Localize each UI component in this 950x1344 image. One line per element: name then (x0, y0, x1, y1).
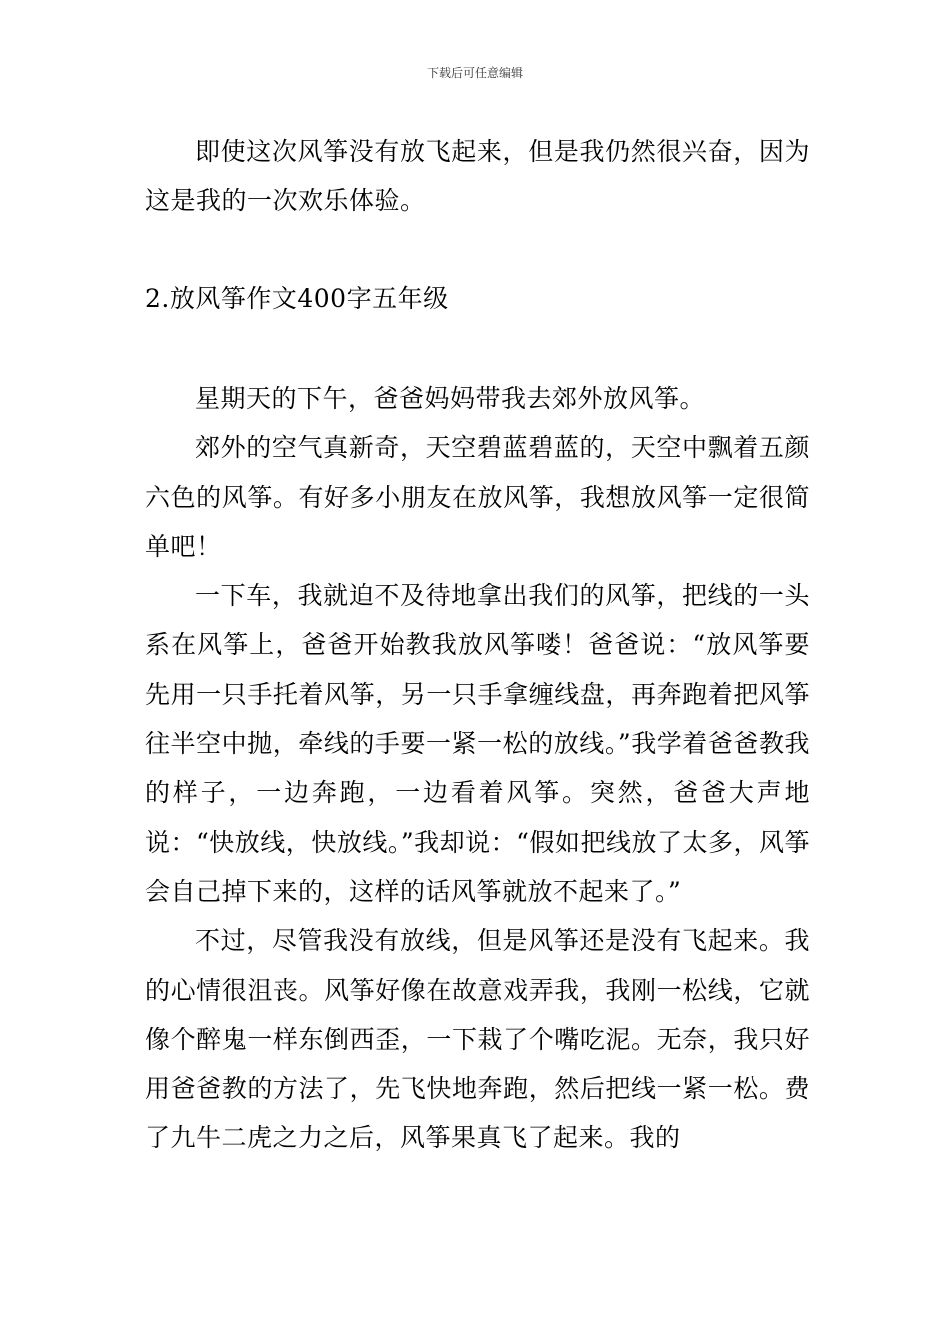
previous-section-ending (145, 127, 810, 226)
section-body (145, 374, 810, 1163)
section-heading-block (145, 274, 810, 323)
paragraph: 即使这次风筝没有放飞起来，但是我仍然很兴奋，因为这是我的一次欢乐体验。 (145, 137, 810, 216)
paragraph: 郊外的空气真新奇，天空碧蓝碧蓝的，天空中飘着五颜六色的风筝。有好多小朋友在放风筝，我想放风筝一定很简单吧！ (145, 433, 810, 561)
paragraph: 不过，尽管我没有放线，但是风筝还是没有飞起来。我的心情很沮丧。风筝好像在故意戏弄我，我刚一松线，它就像个醉鬼一样东倒西歪，一下栽了个嘴吃泥。无奈，我只好用爸爸教的方法了，先飞快地奔跑，然后把线一紧一松。费了九牛二虎之力之后，风筝果真飞了起来。我的 (145, 926, 810, 1153)
page-header: 下载后可任意编辑 (426, 66, 523, 80)
section-title: 2.放风筝作文400字五年级 (145, 284, 449, 313)
paragraph: 一下车，我就迫不及待地拿出我们的风筝，把线的一头系在风筝上，爸爸开始教我放风筝喽！爸爸说：“放风筝要先用一只手托着风筝，另一只手拿缠线盘，再奔跑着把风筝往半空中抛，牵线的手要一紧一松的放线。”我学着爸爸教我的样子，一边奔跑，一边看着风筝。突然，爸爸大声地说：“快放线，快放线。”我却说：“假如把线放了太多，风筝会自己掉下来的，这样的话风筝就放不起来了。” (145, 581, 810, 906)
paragraph: 星期天的下午，爸爸妈妈带我去郊外放风筝。 (195, 384, 706, 413)
